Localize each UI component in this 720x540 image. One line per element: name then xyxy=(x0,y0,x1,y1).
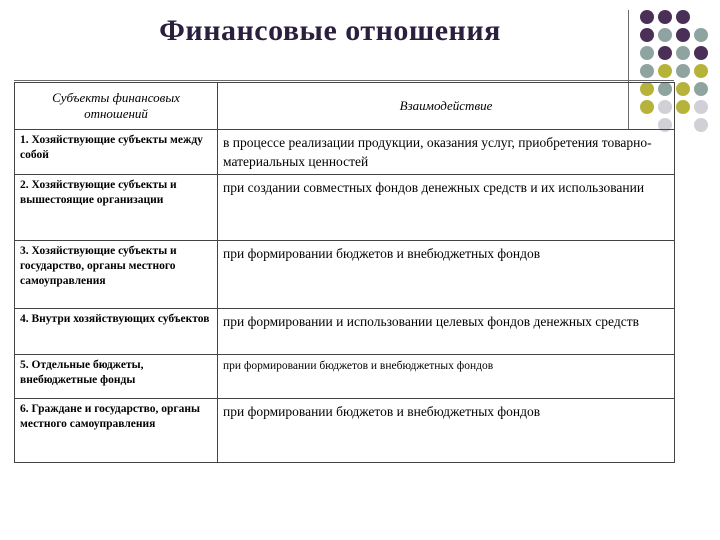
interaction-cell: при формировании бюджетов и внебюджетных фондов xyxy=(218,399,675,463)
header-subjects: Субъекты финансовых отношений xyxy=(15,83,218,130)
page-title: Финансовые отношения xyxy=(159,14,501,47)
decor-dot xyxy=(658,10,672,24)
table-row xyxy=(15,309,675,355)
decor-dot xyxy=(640,64,654,78)
decor-dot xyxy=(694,82,708,96)
decor-dot xyxy=(658,64,672,78)
decor-dot xyxy=(676,82,690,96)
interaction-cell: при формировании и использовании целевых фондов денежных средств xyxy=(218,309,675,355)
decor-dot xyxy=(676,28,690,42)
subject-cell: 5. Отдельные бюджеты, внебюджетные фонды xyxy=(15,355,218,399)
table-row xyxy=(15,355,675,399)
table-header-row xyxy=(15,83,675,130)
table-row xyxy=(15,175,675,241)
decor-dot xyxy=(676,46,690,60)
decor-dot xyxy=(694,46,708,60)
interaction-cell: при формировании бюджетов и внебюджетных фондов xyxy=(218,241,675,309)
interaction-cell: при формировании бюджетов и внебюджетных фондов xyxy=(218,355,675,399)
decor-dot xyxy=(694,100,708,114)
decor-dot xyxy=(676,10,690,24)
decor-dot xyxy=(676,100,690,114)
subject-cell: 4. Внутри хозяйствующих субъектов xyxy=(15,309,218,355)
subject-cell: 1. Хозяйствующие субъекты между собой xyxy=(15,130,218,175)
decor-dot xyxy=(694,118,708,132)
decor-dot xyxy=(640,46,654,60)
table-row xyxy=(15,399,675,463)
decor-dot xyxy=(694,28,708,42)
interaction-cell: в процессе реализации продукции, оказания услуг, приобретения товарно-материальных ценностей xyxy=(218,130,675,175)
decor-dot xyxy=(658,28,672,42)
financial-relations-table xyxy=(14,82,675,463)
decor-horizontal-line xyxy=(14,80,674,81)
subject-cell: 2. Хозяйствующие субъекты и вышестоящие организации xyxy=(15,175,218,241)
interaction-cell: при создании совместных фондов денежных средств и их использовании xyxy=(218,175,675,241)
decor-dot xyxy=(658,46,672,60)
subject-cell: 6. Граждане и государство, органы местного самоуправления xyxy=(15,399,218,463)
header-interaction: Взаимодействие xyxy=(218,83,675,130)
decor-dot xyxy=(676,64,690,78)
table-row xyxy=(15,130,675,175)
decor-dot xyxy=(694,64,708,78)
subject-cell: 3. Хозяйствующие субъекты и государство, органы местного самоуправления xyxy=(15,241,218,309)
table-row xyxy=(15,241,675,309)
